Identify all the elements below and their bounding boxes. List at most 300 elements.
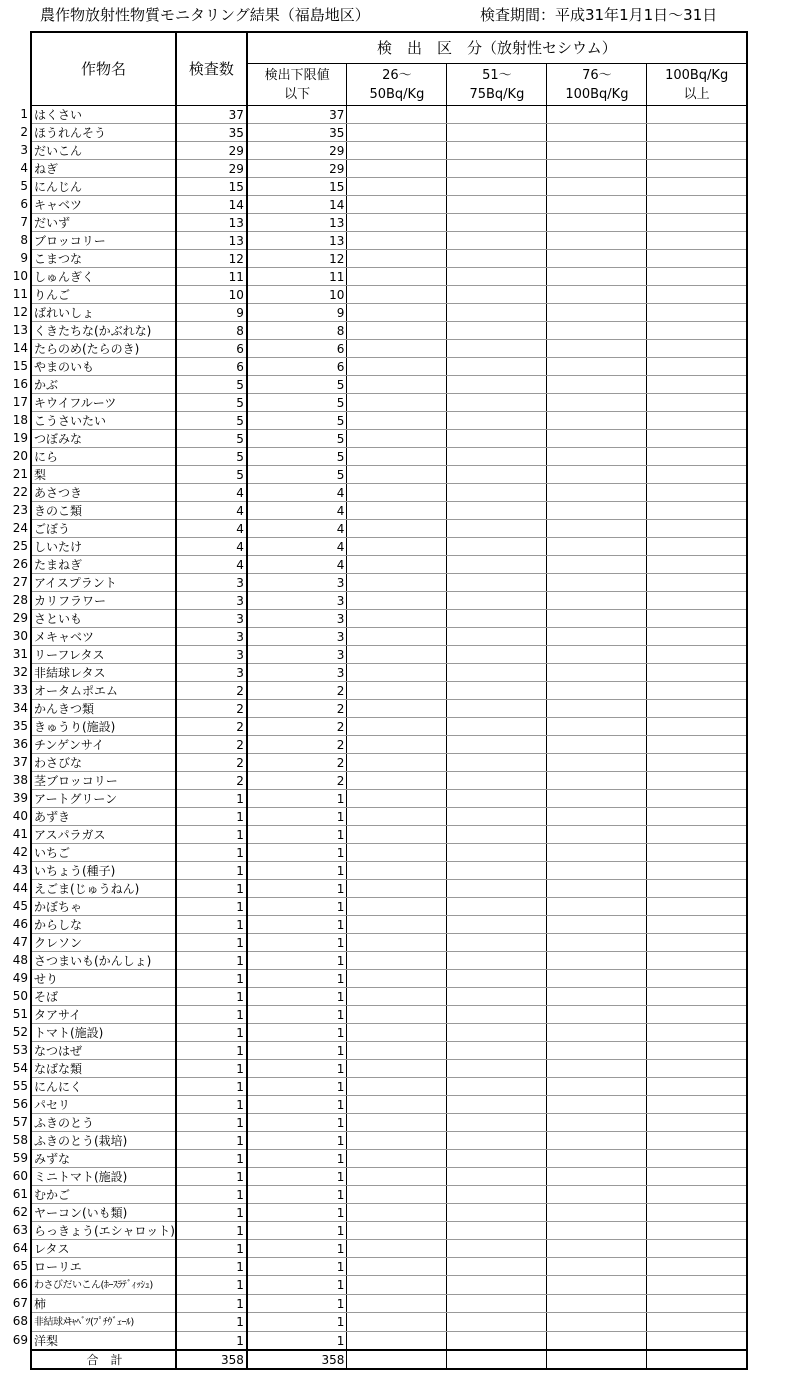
range-76-100-cell	[547, 988, 647, 1006]
range-51-75-cell	[447, 772, 547, 790]
row-number: 9	[20, 251, 28, 265]
inspection-count: 1	[176, 1204, 247, 1222]
inspection-count: 1	[176, 1313, 247, 1332]
row-number: 18	[12, 413, 28, 427]
below-limit-count: 1	[247, 808, 347, 826]
below-limit-count: 1	[247, 1150, 347, 1168]
table-row	[31, 1024, 747, 1042]
range-76-100-cell	[547, 178, 647, 196]
range-76-100-cell	[547, 646, 647, 664]
table-row	[31, 1276, 747, 1295]
range-over-100-cell	[647, 502, 747, 520]
below-limit-count: 1	[247, 1258, 347, 1276]
crop-name: ふきのとう	[34, 1115, 95, 1130]
range-51-75-cell	[447, 916, 547, 934]
table-row	[31, 1313, 747, 1332]
crop-name-cell	[12, 1006, 176, 1024]
range-26-50-cell	[347, 898, 447, 916]
inspection-count: 35	[176, 124, 247, 142]
crop-name-cell	[20, 214, 176, 232]
crop-name-cell	[20, 178, 176, 196]
header-range-51-75-line1: 51～	[482, 67, 512, 83]
range-51-75-cell	[447, 1132, 547, 1150]
table-row	[31, 178, 747, 196]
below-limit-count: 3	[247, 592, 347, 610]
range-26-50-cell	[347, 1222, 447, 1240]
table-row	[31, 574, 747, 592]
range-76-100-cell	[547, 1258, 647, 1276]
range-51-75-cell	[447, 1096, 547, 1114]
range-26-50-cell	[347, 124, 447, 142]
range-76-100-cell	[547, 340, 647, 358]
range-51-75-cell	[447, 124, 547, 142]
page-title: 農作物放射性物質モニタリング結果（福島地区）	[40, 6, 370, 24]
table-row	[31, 808, 747, 826]
below-limit-count: 13	[247, 232, 347, 250]
total-range-over-100	[647, 1350, 747, 1369]
range-over-100-cell	[647, 376, 747, 394]
range-51-75-cell	[447, 628, 547, 646]
range-51-75-cell	[447, 1295, 547, 1313]
range-26-50-cell	[347, 250, 447, 268]
crop-name: 梨	[34, 467, 47, 482]
range-51-75-cell	[447, 1222, 547, 1240]
crop-name-cell	[12, 952, 176, 970]
inspection-count: 5	[176, 412, 247, 430]
crop-name-cell	[12, 484, 176, 502]
range-76-100-cell	[547, 1313, 647, 1332]
table-row	[31, 250, 747, 268]
row-number: 29	[12, 611, 28, 625]
range-51-75-cell	[447, 862, 547, 880]
inspection-count: 1	[176, 1132, 247, 1150]
table-row	[31, 538, 747, 556]
range-over-100-cell	[647, 538, 747, 556]
range-over-100-cell	[647, 448, 747, 466]
below-limit-count: 1	[247, 844, 347, 862]
range-over-100-cell	[647, 790, 747, 808]
below-limit-count: 1	[247, 1096, 347, 1114]
crop-name-cell	[12, 1295, 176, 1313]
crop-name: はくさい	[34, 107, 83, 122]
inspection-count: 15	[176, 178, 247, 196]
row-number: 43	[12, 863, 28, 877]
range-26-50-cell	[347, 844, 447, 862]
table-row	[31, 844, 747, 862]
range-26-50-cell	[347, 394, 447, 412]
range-over-100-cell	[647, 1132, 747, 1150]
crop-name-cell	[12, 1150, 176, 1168]
total-row	[31, 1350, 747, 1369]
range-76-100-cell	[547, 1006, 647, 1024]
range-51-75-cell	[447, 970, 547, 988]
range-76-100-cell	[547, 376, 647, 394]
header-range-26-50	[347, 64, 447, 106]
range-over-100-cell	[647, 1186, 747, 1204]
range-26-50-cell	[347, 502, 447, 520]
below-limit-count: 5	[247, 430, 347, 448]
total-range-51-75	[447, 1350, 547, 1369]
header-category: 検 出 区 分（放射性セシウム）	[247, 32, 747, 64]
range-76-100-cell	[547, 520, 647, 538]
crop-name: 柿	[34, 1296, 47, 1311]
range-26-50-cell	[347, 160, 447, 178]
crop-name: アスパラガス	[34, 827, 106, 842]
inspection-count: 8	[176, 322, 247, 340]
row-number: 57	[12, 1115, 28, 1129]
range-over-100-cell	[647, 1096, 747, 1114]
range-over-100-cell	[647, 988, 747, 1006]
range-over-100-cell	[647, 1114, 747, 1132]
crop-name: かぼちゃ	[34, 899, 83, 914]
crop-name: えごま(じゅうねん)	[34, 881, 140, 896]
range-26-50-cell	[347, 574, 447, 592]
range-over-100-cell	[647, 844, 747, 862]
range-26-50-cell	[347, 340, 447, 358]
crop-name-cell	[12, 610, 176, 628]
range-over-100-cell	[647, 826, 747, 844]
range-76-100-cell	[547, 556, 647, 574]
row-number: 11	[12, 287, 28, 301]
inspection-count: 1	[176, 1168, 247, 1186]
range-76-100-cell	[547, 574, 647, 592]
range-over-100-cell	[647, 1258, 747, 1276]
inspection-count: 2	[176, 736, 247, 754]
table-row	[31, 430, 747, 448]
row-number: 1	[20, 107, 28, 121]
range-51-75-cell	[447, 736, 547, 754]
crop-name: からしな	[34, 917, 83, 932]
range-26-50-cell	[347, 376, 447, 394]
range-26-50-cell	[347, 1204, 447, 1222]
range-26-50-cell	[347, 142, 447, 160]
results-table	[12, 31, 748, 1370]
row-number: 28	[12, 593, 28, 607]
range-76-100-cell	[547, 736, 647, 754]
below-limit-count: 2	[247, 700, 347, 718]
row-number: 27	[12, 575, 28, 589]
title-row	[0, 0, 800, 30]
crop-name: しゅんぎく	[34, 269, 95, 284]
crop-name: ねぎ	[34, 161, 59, 176]
range-26-50-cell	[347, 232, 447, 250]
range-51-75-cell	[447, 1006, 547, 1024]
below-limit-count: 1	[247, 1078, 347, 1096]
range-over-100-cell	[647, 952, 747, 970]
crop-name: ふきのとう(栽培)	[34, 1133, 128, 1148]
inspection-count: 1	[176, 1240, 247, 1258]
table-row	[31, 628, 747, 646]
row-number: 10	[12, 269, 28, 283]
crop-name-cell	[20, 142, 176, 160]
header-below-limit	[247, 64, 347, 106]
inspection-count: 1	[176, 1150, 247, 1168]
table-row	[31, 646, 747, 664]
range-76-100-cell	[547, 286, 647, 304]
crop-name-cell	[12, 718, 176, 736]
total-range-26-50	[347, 1350, 447, 1369]
crop-name-cell	[12, 520, 176, 538]
range-51-75-cell	[447, 934, 547, 952]
header-count: 検査数	[176, 32, 247, 106]
below-limit-count: 13	[247, 214, 347, 232]
inspection-count: 4	[176, 502, 247, 520]
range-26-50-cell	[347, 358, 447, 376]
range-26-50-cell	[347, 1060, 447, 1078]
row-number: 40	[12, 809, 28, 823]
row-number: 41	[12, 827, 28, 841]
table-row	[31, 988, 747, 1006]
crop-name-cell	[12, 700, 176, 718]
inspection-count: 1	[176, 1042, 247, 1060]
crop-name: わさびだいこん(ﾎｰｽﾗﾃﾞｨｯｼｭ)	[34, 1280, 153, 1291]
range-76-100-cell	[547, 1222, 647, 1240]
table-row	[31, 1060, 747, 1078]
total-below-limit: 358	[247, 1350, 347, 1369]
inspection-count: 14	[176, 196, 247, 214]
row-number: 55	[12, 1079, 28, 1093]
range-51-75-cell	[447, 448, 547, 466]
crop-name-cell	[12, 412, 176, 430]
crop-name-cell	[12, 376, 176, 394]
crop-name: メキャベツ	[34, 629, 95, 644]
crop-name: にんじん	[34, 179, 83, 194]
range-76-100-cell	[547, 934, 647, 952]
below-limit-count: 2	[247, 736, 347, 754]
header-range-51-75	[447, 64, 547, 106]
range-26-50-cell	[347, 1258, 447, 1276]
below-limit-count: 1	[247, 952, 347, 970]
table-row	[31, 610, 747, 628]
crop-name: あずき	[34, 809, 71, 824]
range-26-50-cell	[347, 988, 447, 1006]
row-number: 68	[12, 1314, 28, 1328]
crop-name-cell	[12, 430, 176, 448]
crop-name: リーフレタス	[34, 647, 105, 662]
crop-name-cell	[12, 934, 176, 952]
row-number: 15	[12, 359, 28, 373]
row-number: 17	[12, 395, 28, 409]
header-range-76-100-line1: 76～	[582, 67, 612, 83]
crop-name-cell	[20, 250, 176, 268]
range-26-50-cell	[347, 1168, 447, 1186]
crop-name-cell	[12, 664, 176, 682]
range-51-75-cell	[447, 664, 547, 682]
range-26-50-cell	[347, 1024, 447, 1042]
total-count: 358	[176, 1350, 247, 1369]
inspection-count: 12	[176, 250, 247, 268]
crop-name: かんきつ類	[34, 701, 95, 716]
below-limit-count: 1	[247, 880, 347, 898]
below-limit-count: 1	[247, 988, 347, 1006]
inspection-count: 1	[176, 1024, 247, 1042]
crop-name: ごぼう	[34, 521, 71, 536]
range-51-75-cell	[447, 358, 547, 376]
range-76-100-cell	[547, 448, 647, 466]
crop-name-cell	[12, 790, 176, 808]
range-over-100-cell	[647, 664, 747, 682]
row-number: 48	[12, 953, 28, 967]
below-limit-count: 2	[247, 754, 347, 772]
range-51-75-cell	[447, 880, 547, 898]
range-51-75-cell	[447, 196, 547, 214]
header-range-over-100-line1: 100Bq/Kg	[665, 67, 729, 83]
row-number: 6	[20, 197, 28, 211]
inspection-count: 1	[176, 826, 247, 844]
inspection-count: 1	[176, 934, 247, 952]
range-51-75-cell	[447, 574, 547, 592]
range-over-100-cell	[647, 718, 747, 736]
table-row	[31, 718, 747, 736]
range-76-100-cell	[547, 1168, 647, 1186]
crop-name: オータムポエム	[34, 683, 119, 698]
inspection-count: 1	[176, 898, 247, 916]
crop-name-cell	[12, 1132, 176, 1150]
range-76-100-cell	[547, 358, 647, 376]
below-limit-count: 2	[247, 718, 347, 736]
range-26-50-cell	[347, 772, 447, 790]
below-limit-count: 15	[247, 178, 347, 196]
below-limit-count: 1	[247, 1060, 347, 1078]
below-limit-count: 1	[247, 1168, 347, 1186]
row-number: 49	[12, 971, 28, 985]
range-26-50-cell	[347, 1078, 447, 1096]
range-76-100-cell	[547, 1295, 647, 1313]
table-row	[31, 862, 747, 880]
inspection-count: 1	[176, 862, 247, 880]
crop-name-cell	[12, 1078, 176, 1096]
crop-name-cell	[20, 160, 176, 178]
header-range-over-100	[647, 64, 747, 106]
below-limit-count: 1	[247, 934, 347, 952]
range-51-75-cell	[447, 700, 547, 718]
crop-name: ヤーコン(いも類)	[34, 1205, 128, 1220]
crop-name: さといも	[34, 611, 83, 626]
inspection-count: 2	[176, 772, 247, 790]
range-51-75-cell	[447, 826, 547, 844]
row-number: 52	[12, 1025, 28, 1039]
table-row	[31, 448, 747, 466]
range-over-100-cell	[647, 808, 747, 826]
table-row	[31, 376, 747, 394]
range-26-50-cell	[347, 466, 447, 484]
below-limit-count: 1	[247, 790, 347, 808]
crop-name-cell	[12, 844, 176, 862]
row-number: 24	[12, 521, 28, 535]
row-number: 12	[12, 305, 28, 319]
range-51-75-cell	[447, 1204, 547, 1222]
range-26-50-cell	[347, 628, 447, 646]
row-number: 19	[12, 431, 28, 445]
range-76-100-cell	[547, 430, 647, 448]
range-51-75-cell	[447, 1276, 547, 1295]
range-26-50-cell	[347, 430, 447, 448]
range-26-50-cell	[347, 538, 447, 556]
below-limit-count: 1	[247, 898, 347, 916]
crop-name-cell	[12, 988, 176, 1006]
range-26-50-cell	[347, 268, 447, 286]
inspection-count: 1	[176, 808, 247, 826]
range-51-75-cell	[447, 808, 547, 826]
row-number: 58	[12, 1133, 28, 1147]
crop-name: たらのめ(たらのき)	[34, 341, 140, 356]
crop-name-cell	[12, 538, 176, 556]
range-26-50-cell	[347, 484, 447, 502]
crop-name: こうさいたい	[34, 413, 107, 428]
table-row	[31, 214, 747, 232]
range-76-100-cell	[547, 826, 647, 844]
crop-name-cell	[12, 1240, 176, 1258]
inspection-count: 29	[176, 160, 247, 178]
crop-name: きのこ類	[34, 503, 83, 518]
table-row	[31, 1078, 747, 1096]
table-row	[31, 412, 747, 430]
range-76-100-cell	[547, 808, 647, 826]
range-over-100-cell	[647, 178, 747, 196]
range-51-75-cell	[447, 1332, 547, 1351]
row-number: 31	[12, 647, 28, 661]
crop-name: ばれいしょ	[34, 305, 95, 320]
crop-name: パセリ	[34, 1097, 71, 1112]
inspection-count: 1	[176, 1114, 247, 1132]
inspection-count: 1	[176, 1295, 247, 1313]
table-row	[31, 322, 747, 340]
crop-name-cell	[12, 826, 176, 844]
row-number: 7	[20, 215, 28, 229]
inspection-count: 1	[176, 1258, 247, 1276]
range-over-100-cell	[647, 214, 747, 232]
table-row	[31, 502, 747, 520]
range-51-75-cell	[447, 556, 547, 574]
row-number: 62	[12, 1205, 28, 1219]
range-51-75-cell	[447, 754, 547, 772]
table-row	[31, 232, 747, 250]
crop-name-cell	[12, 754, 176, 772]
table-row	[31, 124, 747, 142]
below-limit-count: 1	[247, 1204, 347, 1222]
below-limit-count: 1	[247, 1132, 347, 1150]
range-over-100-cell	[647, 304, 747, 322]
inspection-count: 3	[176, 592, 247, 610]
crop-name-cell	[12, 286, 176, 304]
crop-name: キウイフルーツ	[34, 395, 117, 410]
below-limit-count: 29	[247, 160, 347, 178]
table-row	[31, 1222, 747, 1240]
crop-name: ブロッコリー	[34, 233, 106, 248]
range-51-75-cell	[447, 520, 547, 538]
total-label: 合 計	[31, 1350, 176, 1369]
crop-name: カリフラワー	[34, 593, 107, 608]
range-over-100-cell	[647, 520, 747, 538]
range-51-75-cell	[447, 790, 547, 808]
table-row	[31, 196, 747, 214]
header-range-26-50-line2: 50Bq/Kg	[369, 86, 425, 102]
table-row	[31, 358, 747, 376]
range-over-100-cell	[647, 430, 747, 448]
range-76-100-cell	[547, 160, 647, 178]
range-over-100-cell	[647, 1240, 747, 1258]
crop-name-cell	[12, 1222, 176, 1240]
crop-name-cell	[12, 1024, 176, 1042]
below-limit-count: 5	[247, 394, 347, 412]
row-number: 51	[12, 1007, 28, 1021]
range-26-50-cell	[347, 1276, 447, 1295]
row-number: 53	[12, 1043, 28, 1057]
crop-name: アイスプラント	[34, 575, 117, 590]
crop-name-cell	[12, 1204, 176, 1222]
inspection-count: 1	[176, 988, 247, 1006]
below-limit-count: 1	[247, 1295, 347, 1313]
